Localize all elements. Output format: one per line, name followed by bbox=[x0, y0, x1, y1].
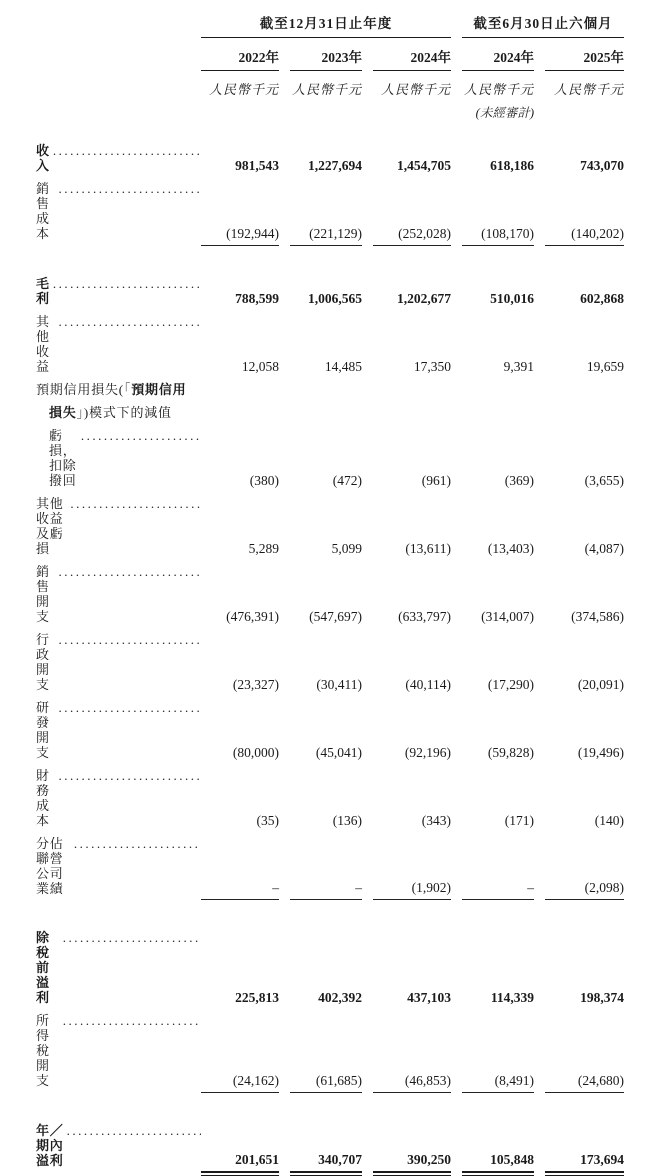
table-header bbox=[36, 12, 624, 121]
row-label-text: 銷售成本 bbox=[36, 181, 50, 241]
value-cell: (24,680) bbox=[545, 1009, 624, 1092]
column-gap bbox=[451, 71, 462, 101]
header-year-2023: 2023年 bbox=[290, 38, 362, 71]
value-cell: 198,374 bbox=[580, 990, 625, 1005]
column-gap bbox=[451, 764, 462, 832]
value-cell: (380) bbox=[249, 472, 279, 488]
row-label bbox=[36, 1119, 201, 1172]
column-gap bbox=[534, 696, 545, 764]
spacer-row bbox=[36, 245, 624, 272]
value-cell: (8,491) bbox=[462, 1009, 534, 1092]
column-gap bbox=[534, 832, 545, 900]
column-gap bbox=[279, 38, 290, 71]
column-gap bbox=[451, 310, 462, 378]
value-cell: (13,611) bbox=[405, 540, 451, 556]
column-gap bbox=[279, 764, 290, 832]
table-row bbox=[36, 310, 624, 378]
value-cell: (46,853) bbox=[373, 1009, 451, 1092]
value-cell: (17,290) bbox=[487, 676, 534, 692]
value-cell: (1,902) bbox=[373, 832, 451, 900]
empty-cell bbox=[373, 100, 451, 121]
dot-leader bbox=[59, 314, 201, 329]
value-cell: 788,599 bbox=[235, 290, 279, 306]
value-cell: 114,339 bbox=[490, 990, 534, 1005]
value-cell: 602,868 bbox=[580, 290, 625, 306]
table-row bbox=[36, 696, 624, 764]
column-gap bbox=[451, 832, 462, 900]
dot-leader bbox=[59, 181, 201, 196]
value-cell: (961) bbox=[421, 472, 451, 488]
dot-leader bbox=[70, 496, 201, 511]
value-cell: (192,944) bbox=[201, 177, 279, 245]
row-label-line bbox=[36, 496, 201, 556]
table-row bbox=[36, 764, 624, 832]
column-gap bbox=[279, 100, 290, 121]
value-cell: (45,041) bbox=[315, 744, 362, 760]
column-gap bbox=[534, 100, 545, 121]
row-label-line bbox=[36, 382, 201, 397]
value-cell: 981,543 bbox=[235, 158, 279, 173]
column-gap bbox=[534, 926, 545, 1009]
column-gap bbox=[279, 177, 290, 245]
row-label-text: 年／期內溢利 bbox=[36, 1122, 64, 1168]
table-row bbox=[36, 121, 624, 177]
column-gap bbox=[534, 71, 545, 101]
row-label bbox=[36, 177, 201, 245]
column-gap bbox=[279, 628, 290, 696]
value-cell: (30,411) bbox=[316, 676, 362, 692]
column-gap bbox=[362, 926, 373, 1009]
value-cell: 5,289 bbox=[248, 540, 279, 556]
row-label-text: 」)模式下的減值 bbox=[76, 404, 172, 420]
column-gap bbox=[451, 560, 462, 628]
value-cell: 1,006,565 bbox=[308, 290, 362, 306]
row-label bbox=[36, 121, 201, 177]
row-label-line bbox=[36, 181, 201, 241]
row-label-line bbox=[36, 836, 201, 896]
table-row bbox=[36, 832, 624, 900]
unaudited-note: (未經審計) bbox=[475, 106, 534, 120]
table-row bbox=[36, 378, 624, 492]
column-gap bbox=[279, 560, 290, 628]
header-annual-period: 截至12月31日止年度 bbox=[201, 12, 451, 38]
spacer-cell bbox=[36, 245, 624, 272]
column-gap bbox=[534, 121, 545, 177]
value-cell: (35) bbox=[256, 812, 279, 828]
value-cell: (59,828) bbox=[487, 744, 534, 760]
value-cell: – bbox=[201, 832, 279, 900]
row-label-text: 其他收益及虧損 bbox=[36, 495, 64, 556]
value-cell: (476,391) bbox=[226, 608, 279, 624]
dot-leader bbox=[59, 700, 201, 715]
row-label bbox=[36, 378, 201, 492]
value-cell: (369) bbox=[504, 472, 534, 488]
row-label-line bbox=[36, 1123, 201, 1168]
dot-leader bbox=[67, 1123, 201, 1138]
value-cell: (24,162) bbox=[201, 1009, 279, 1092]
column-gap bbox=[362, 71, 373, 101]
dot-leader bbox=[53, 143, 201, 158]
column-gap bbox=[279, 696, 290, 764]
column-gap bbox=[279, 378, 290, 492]
value-cell: (140,202) bbox=[545, 177, 624, 245]
column-gap bbox=[451, 38, 462, 71]
column-gap bbox=[362, 560, 373, 628]
row-label-line bbox=[36, 564, 201, 624]
value-cell: (374,586) bbox=[571, 608, 625, 624]
currency-unit-label: 人民幣千元 bbox=[208, 82, 279, 97]
column-gap bbox=[362, 310, 373, 378]
row-label bbox=[36, 560, 201, 628]
row-label-text: 財務成本 bbox=[36, 767, 50, 828]
column-gap bbox=[362, 696, 373, 764]
value-cell: – bbox=[462, 832, 534, 900]
row-label bbox=[36, 832, 201, 900]
row-label-text: 其他收益 bbox=[36, 313, 50, 374]
value-cell: – bbox=[290, 832, 362, 900]
empty-cell bbox=[201, 100, 279, 121]
value-cell: 12,058 bbox=[241, 358, 279, 374]
row-label bbox=[36, 1009, 201, 1092]
column-gap bbox=[451, 1009, 462, 1092]
header-years-row bbox=[36, 38, 624, 71]
table-row bbox=[36, 492, 624, 560]
column-gap bbox=[451, 628, 462, 696]
header-corner bbox=[36, 100, 201, 121]
table-body bbox=[36, 121, 624, 1172]
dot-leader bbox=[59, 768, 201, 783]
row-label bbox=[36, 310, 201, 378]
column-gap bbox=[279, 1119, 290, 1172]
value-cell: (633,797) bbox=[398, 608, 451, 624]
column-gap bbox=[534, 38, 545, 71]
value-cell: 1,227,694 bbox=[308, 158, 362, 173]
value-cell: 5,099 bbox=[331, 540, 362, 556]
value-cell: 9,391 bbox=[503, 358, 534, 374]
value-cell: (23,327) bbox=[232, 676, 279, 692]
row-label-text: 除稅前溢利 bbox=[36, 930, 50, 1005]
income-statement-table bbox=[36, 12, 624, 1173]
value-cell: (92,196) bbox=[404, 744, 451, 760]
column-gap bbox=[279, 121, 290, 177]
column-gap bbox=[279, 310, 290, 378]
header-currency-row bbox=[36, 71, 624, 101]
value-cell: 1,454,705 bbox=[397, 158, 451, 173]
value-cell: 173,694 bbox=[545, 1119, 624, 1172]
currency-unit-label: 人民幣千元 bbox=[380, 82, 451, 97]
table-row bbox=[36, 560, 624, 628]
row-label-line bbox=[36, 405, 201, 420]
row-label-text: 研發開支 bbox=[36, 699, 50, 760]
header-interim-period: 截至6月30日止六個月 bbox=[462, 12, 624, 38]
value-cell: 743,070 bbox=[580, 158, 625, 173]
row-label bbox=[36, 764, 201, 832]
column-gap bbox=[451, 100, 462, 121]
value-cell: (19,496) bbox=[577, 744, 625, 760]
row-label-text: 收入 bbox=[36, 143, 50, 173]
column-gap bbox=[362, 1119, 373, 1172]
currency-unit-label: 人民幣千元 bbox=[463, 82, 534, 97]
spacer-row bbox=[36, 900, 624, 927]
row-label-text: 虧損，扣除撥回 bbox=[49, 427, 77, 488]
row-label-line bbox=[36, 1013, 201, 1088]
value-cell: (61,685) bbox=[290, 1009, 362, 1092]
column-gap bbox=[534, 378, 545, 492]
column-gap bbox=[279, 272, 290, 310]
column-gap bbox=[534, 310, 545, 378]
value-cell: 14,485 bbox=[324, 358, 362, 374]
value-cell: (80,000) bbox=[232, 744, 279, 760]
column-gap bbox=[279, 926, 290, 1009]
empty-cell bbox=[290, 100, 362, 121]
value-cell: 225,813 bbox=[235, 990, 279, 1005]
value-cell: (2,098) bbox=[545, 832, 624, 900]
header-corner bbox=[36, 38, 201, 71]
value-cell: (547,697) bbox=[309, 608, 362, 624]
column-gap bbox=[451, 177, 462, 245]
dot-leader bbox=[53, 276, 201, 291]
dot-leader bbox=[59, 564, 201, 579]
row-label bbox=[36, 926, 201, 1009]
value-cell: (472) bbox=[332, 472, 362, 488]
column-gap bbox=[451, 696, 462, 764]
value-cell: 17,350 bbox=[413, 358, 451, 374]
value-cell: 618,186 bbox=[490, 158, 534, 173]
value-cell: (140) bbox=[594, 812, 625, 828]
row-label-line bbox=[36, 632, 201, 692]
value-cell: (108,170) bbox=[462, 177, 534, 245]
value-cell: (252,028) bbox=[373, 177, 451, 245]
row-label-line bbox=[36, 930, 201, 1005]
column-gap bbox=[451, 1119, 462, 1172]
value-cell: 390,250 bbox=[373, 1119, 451, 1172]
spacer-cell bbox=[36, 900, 624, 927]
empty-cell bbox=[545, 100, 624, 121]
column-gap bbox=[362, 121, 373, 177]
column-gap bbox=[451, 272, 462, 310]
value-cell: 105,848 bbox=[462, 1119, 534, 1172]
value-cell: (20,091) bbox=[577, 676, 625, 692]
currency-unit-label: 人民幣千元 bbox=[291, 82, 362, 97]
column-gap bbox=[279, 71, 290, 101]
row-label-text: 銷售開支 bbox=[36, 563, 50, 624]
value-cell: (40,114) bbox=[405, 676, 451, 692]
header-group-gap bbox=[451, 12, 462, 38]
header-corner bbox=[36, 12, 201, 38]
column-gap bbox=[362, 272, 373, 310]
value-cell: 201,651 bbox=[201, 1119, 279, 1172]
table-row bbox=[36, 1119, 624, 1172]
table-row bbox=[36, 1009, 624, 1092]
value-cell: (3,655) bbox=[584, 472, 625, 488]
column-gap bbox=[534, 1119, 545, 1172]
column-gap bbox=[534, 492, 545, 560]
column-gap bbox=[362, 177, 373, 245]
row-label-line bbox=[36, 143, 201, 173]
row-label-text: 損失 bbox=[49, 404, 77, 420]
value-cell: (343) bbox=[421, 812, 451, 828]
column-gap bbox=[534, 560, 545, 628]
row-label-text: 行政開支 bbox=[36, 631, 50, 692]
column-gap bbox=[362, 378, 373, 492]
row-label-line bbox=[36, 700, 201, 760]
column-gap bbox=[279, 492, 290, 560]
dot-leader bbox=[63, 1013, 201, 1028]
table-row bbox=[36, 926, 624, 1009]
currency-unit-label: 人民幣千元 bbox=[554, 82, 625, 97]
dot-leader bbox=[63, 930, 201, 945]
value-cell: 402,392 bbox=[318, 990, 362, 1005]
column-gap bbox=[362, 628, 373, 696]
column-gap bbox=[451, 378, 462, 492]
dot-leader bbox=[74, 836, 201, 851]
spacer-cell bbox=[36, 1092, 624, 1119]
value-cell: 510,016 bbox=[490, 290, 534, 306]
table-row bbox=[36, 177, 624, 245]
column-gap bbox=[534, 1009, 545, 1092]
value-cell: (4,087) bbox=[584, 540, 625, 556]
row-label-line bbox=[36, 314, 201, 374]
row-label bbox=[36, 492, 201, 560]
value-cell: (221,129) bbox=[290, 177, 362, 245]
spacer-row bbox=[36, 1092, 624, 1119]
column-gap bbox=[279, 832, 290, 900]
column-gap bbox=[534, 177, 545, 245]
header-year-2025: 2025年 bbox=[545, 38, 624, 71]
row-label-text: 預期信用損失(「 bbox=[36, 381, 132, 397]
row-label-line bbox=[36, 276, 201, 306]
row-label-text: 預期信用 bbox=[131, 381, 187, 397]
header-group-row bbox=[36, 12, 624, 38]
row-label-text: 毛利 bbox=[36, 275, 50, 306]
row-label bbox=[36, 272, 201, 310]
dot-leader bbox=[81, 428, 201, 443]
value-cell: 340,707 bbox=[290, 1119, 362, 1172]
header-corner bbox=[36, 71, 201, 101]
column-gap bbox=[362, 764, 373, 832]
column-gap bbox=[451, 121, 462, 177]
value-cell: 1,202,677 bbox=[397, 290, 451, 306]
header-year-2024: 2024年 bbox=[373, 38, 451, 71]
value-cell: (13,403) bbox=[487, 540, 534, 556]
header-year-2022: 2022年 bbox=[201, 38, 279, 71]
header-note-row bbox=[36, 100, 624, 121]
dot-leader bbox=[59, 632, 201, 647]
table-row bbox=[36, 628, 624, 696]
column-gap bbox=[362, 832, 373, 900]
column-gap bbox=[534, 272, 545, 310]
column-gap bbox=[362, 100, 373, 121]
column-gap bbox=[362, 492, 373, 560]
value-cell: (136) bbox=[332, 812, 362, 828]
table-row bbox=[36, 272, 624, 310]
column-gap bbox=[534, 628, 545, 696]
row-label bbox=[36, 696, 201, 764]
value-cell: 19,659 bbox=[586, 358, 625, 374]
column-gap bbox=[451, 926, 462, 1009]
value-cell: 437,103 bbox=[407, 990, 451, 1005]
row-label-text: 所得稅開支 bbox=[36, 1013, 50, 1088]
column-gap bbox=[451, 492, 462, 560]
value-cell: (314,007) bbox=[481, 608, 534, 624]
column-gap bbox=[279, 1009, 290, 1092]
column-gap bbox=[362, 1009, 373, 1092]
row-label bbox=[36, 628, 201, 696]
value-cell: (171) bbox=[504, 812, 534, 828]
column-gap bbox=[534, 764, 545, 832]
row-label-text: 分佔聯營公司業績 bbox=[36, 835, 64, 896]
row-label-line bbox=[36, 768, 201, 828]
column-gap bbox=[362, 38, 373, 71]
row-label-line bbox=[36, 428, 201, 488]
header-year-2024-interim: 2024年 bbox=[462, 38, 534, 71]
